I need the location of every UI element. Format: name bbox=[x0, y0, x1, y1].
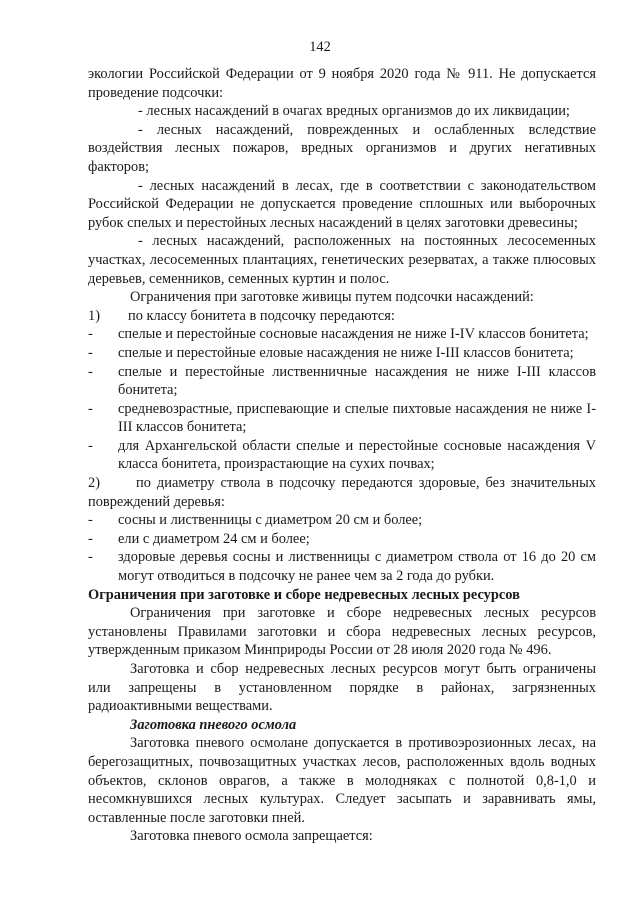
paragraph-prohibited: Заготовка пневого осмола запрещается: bbox=[130, 828, 373, 845]
list-item bbox=[88, 363, 596, 400]
numbered-item-2 bbox=[88, 474, 596, 511]
list-item bbox=[88, 400, 596, 437]
list-item-text: для Архангельской области спелые и перестойные сосновые насаждения V класса бонитета, произрастающие на сухих почвах; bbox=[118, 437, 596, 473]
list-item-text: спелые и перестойные сосновые насаждения не ниже I-IV классов бонитета; bbox=[118, 326, 589, 343]
list-item bbox=[88, 511, 596, 530]
dash-item: - лесных насаждений, поврежденных и ослабленных вследствие воздействия лесных пожаров, вредных организмов и других негативных факторов; bbox=[88, 121, 596, 175]
dash-item: - лесных насаждений, расположенных на постоянных лесосеменных участках, лесосеменных плантациях, генетических резерватах, а также плюсовых деревьев, семенников, семенных куртин и полос. bbox=[88, 233, 596, 287]
list-marker: - bbox=[88, 326, 93, 343]
list-item bbox=[88, 530, 596, 549]
list-marker: - bbox=[88, 363, 93, 380]
list-item bbox=[88, 437, 596, 474]
list-item-text: по диаметру ствола в подсочку передаются здоровые, без значительных повреждений деревья: bbox=[88, 475, 596, 510]
paragraph-rules: Ограничения при заготовке и сборе недревесных лесных ресурсов установлены Правилами заготовки и сбора недревесных лесных ресурсов, утвержденным приказом Минприроды России от 28 июля 2020 года № 496. bbox=[88, 605, 596, 659]
paragraph-intro: экологии Российской Федерации от 9 ноября 2020 года № 911. Не допускается проведение подсочки: bbox=[88, 66, 596, 101]
paragraph-restrictions: Ограничения при заготовке живицы путем подсочки насаждений: bbox=[130, 289, 534, 306]
list-marker: - bbox=[88, 437, 93, 454]
dash-item: - лесных насаждений в очагах вредных организмов до их ликвидации; bbox=[138, 103, 570, 120]
list-item bbox=[88, 548, 596, 585]
list-marker: - bbox=[88, 400, 93, 417]
subheading: Заготовка пневого осмола bbox=[130, 716, 297, 733]
list-marker: - bbox=[88, 530, 93, 547]
section-heading: Ограничения при заготовке и сборе недревесных лесных ресурсов bbox=[88, 586, 520, 603]
paragraph-radioactive: Заготовка и сбор недревесных лесных ресурсов могут быть ограничены или запрещены в установленном порядке в районах, загрязненных радиоактивными веществами. bbox=[88, 661, 596, 715]
list-marker: 1) bbox=[88, 307, 100, 324]
document-body bbox=[88, 65, 596, 846]
list-item bbox=[88, 344, 596, 363]
dash-item: - лесных насаждений в лесах, где в соответствии с законодательством Российской Федерации не допускается проведение сплошных или выборочных рубок спелых и перестойных лесных насаждений в целях заготовки древесины; bbox=[88, 177, 596, 231]
list-marker: - bbox=[88, 549, 93, 566]
list-item-text: ели с диаметром 24 см и более; bbox=[118, 530, 310, 547]
list-item bbox=[88, 325, 596, 344]
list-marker: - bbox=[88, 344, 93, 361]
page-number: 142 bbox=[309, 39, 331, 55]
list-item-text: сосны и лиственницы с диаметром 20 см и более; bbox=[118, 512, 423, 529]
numbered-item-1 bbox=[88, 307, 596, 326]
list-item-text: средневозрастные, приспевающие и спелые пихтовые насаждения не ниже I-III классов бонитета; bbox=[118, 400, 596, 436]
list-marker: 2) bbox=[88, 475, 100, 492]
list-item-text: спелые и перестойные еловые насаждения не ниже I-III классов бонитета; bbox=[118, 344, 574, 361]
list-marker: - bbox=[88, 512, 93, 529]
paragraph-osmol: Заготовка пневого осмолане допускается в противоэрозионных лесах, на берегозащитных, почвозащитных участках лесов, расположенных вдоль водных объектов, склонов оврагов, а также в молодняках с полнотой 0,8-1,0 и несомкнувшихся лесных культурах. Следует засыпать и заравнивать ямы, оставленные после заготовки пней. bbox=[88, 735, 596, 826]
list-item-text: здоровые деревья сосны и лиственницы с диаметром ствола от 16 до 20 см могут отводиться в подсочку не ранее чем за 2 года до рубки. bbox=[118, 549, 596, 585]
list-item-text: спелые и перестойные лиственничные насаждения не ниже I-III классов бонитета; bbox=[118, 363, 596, 399]
list-item-text: по классу бонитета в подсочку передаются: bbox=[128, 307, 395, 324]
